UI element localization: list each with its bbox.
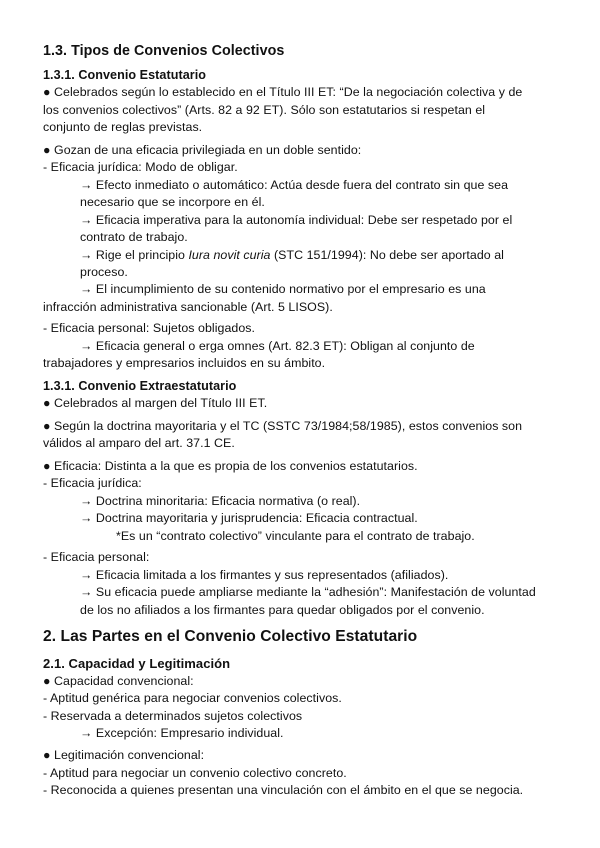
erga-omnes-line2: trabajadores y empresarios incluidos en su ámbito.	[43, 356, 326, 370]
extra-p3: ● Eficacia: Distinta a la que es propia de los convenios estatutarios.	[43, 459, 418, 473]
contrato-colectivo-note: *Es un “contrato colectivo” vinculante para el contrato de trabajo.	[116, 529, 475, 543]
extra-p2-line2: válidos al amparo del art. 37.1 CE.	[43, 436, 235, 450]
heading-1-3-1-estatutario: 1.3.1. Convenio Estatutario	[43, 68, 207, 82]
eficacia-personal-label: - Eficacia personal: Sujetos obligados.	[43, 321, 256, 335]
capacidad-convencional: ● Capacidad convencional:	[43, 674, 194, 688]
adhesion-line1: → Su eficacia puede ampliarse mediante la “adhesión”: Manifestación de voluntad	[80, 585, 536, 599]
heading-1-3: 1.3. Tipos de Convenios Colectivos	[43, 43, 285, 59]
iura-latin: Iura novit curia	[188, 248, 271, 262]
eficacia-limitada: → Eficacia limitada a los firmantes y sus representados (afiliados).	[80, 568, 449, 582]
extra-p1: ● Celebrados al margen del Título III ET.	[43, 396, 268, 410]
iura-pre: → Rige el principio	[80, 248, 189, 262]
estatutario-p1-line3: conjunto de reglas previstas.	[43, 120, 203, 134]
heading-1-3-1-extraestatutario: 1.3.1. Convenio Extraestatutario	[43, 379, 237, 393]
eficacia-juridica-label: - Eficacia jurídica: Modo de obligar.	[43, 160, 238, 174]
legitimacion-convencional: ● Legitimación convencional:	[43, 748, 205, 762]
estatutario-p2: ● Gozan de una eficacia privilegiada en un doble sentido:	[43, 143, 362, 157]
eficacia-imperativa-line2: contrato de trabajo.	[80, 230, 188, 244]
heading-2-1: 2.1. Capacidad y Legitimación	[43, 656, 231, 671]
eficacia-imperativa-line1: → Eficacia imperativa para la autonomía individual: Debe ser respetado por el	[80, 213, 513, 227]
estatutario-p1-line1: ● Celebrados según lo establecido en el Título III ET: “De la negociación colectiva y de	[43, 85, 523, 99]
aptitud-generica: - Aptitud genérica para negociar convenios colectivos.	[43, 691, 342, 705]
reservada-sujetos: - Reservada a determinados sujetos colectivos	[43, 709, 303, 723]
doctrina-minoritaria: → Doctrina minoritaria: Eficacia normativa (o real).	[80, 494, 361, 508]
adhesion-line2: de los no afiliados a los firmantes para quedar obligados por el convenio.	[80, 603, 485, 617]
doctrina-mayoritaria: → Doctrina mayoritaria y jurisprudencia: Eficacia contractual.	[80, 511, 418, 525]
iura-post: (STC 151/1994): No debe ser aportado al	[270, 248, 504, 262]
extra-eficacia-juridica-label: - Eficacia jurídica:	[43, 476, 142, 490]
heading-2: 2. Las Partes en el Convenio Colectivo Estatutario	[43, 628, 418, 645]
estatutario-p1-line2: los convenios colectivos” (Arts. 82 a 92 ET). Sólo son estatutarios si respetan el	[43, 103, 486, 117]
efecto-inmediato-line1: → Efecto inmediato o automático: Actúa desde fuera del contrato sin que sea	[80, 178, 509, 192]
iura-novit-line2: proceso.	[80, 265, 128, 279]
extra-eficacia-personal-label: - Eficacia personal:	[43, 550, 150, 564]
iura-novit-line1	[80, 248, 504, 263]
incumplimiento-line2: infracción administrativa sancionable (Art. 5 LISOS).	[43, 300, 333, 314]
efecto-inmediato-line2: necesario que se incorpore en él.	[80, 195, 265, 209]
incumplimiento-line1: → El incumplimiento de su contenido normativo por el empresario es una	[80, 282, 486, 296]
excepcion-empresario: → Excepción: Empresario individual.	[80, 726, 284, 740]
reconocida-vinculacion: - Reconocida a quienes presentan una vinculación con el ámbito en el que se negocia.	[43, 783, 524, 797]
erga-omnes-line1: → Eficacia general o erga omnes (Art. 82.3 ET): Obligan al conjunto de	[80, 339, 475, 353]
aptitud-concreto: - Aptitud para negociar un convenio colectivo concreto.	[43, 766, 347, 780]
extra-p2-line1: ● Según la doctrina mayoritaria y el TC (SSTC 73/1984;58/1985), estos convenios son	[43, 419, 523, 433]
